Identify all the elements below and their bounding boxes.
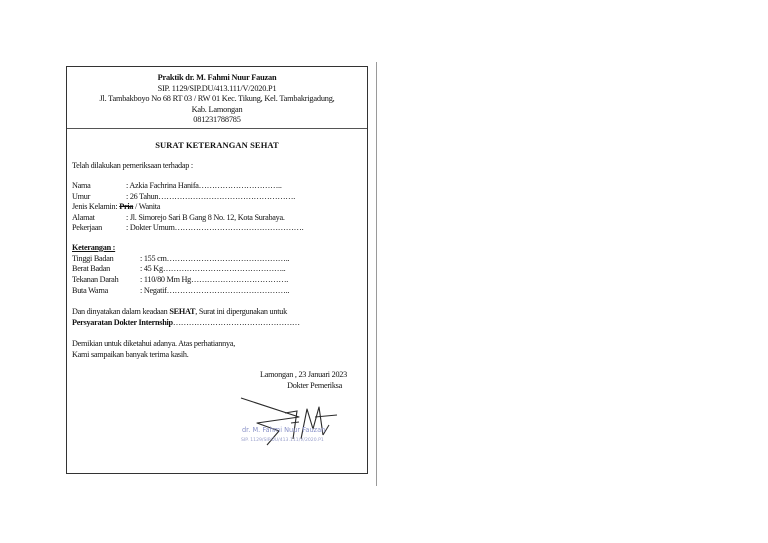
exam-value: : 45 Kg……………………………………….. [140,264,286,273]
health-certificate-document [66,66,368,474]
patient-label: Nama [72,181,91,190]
letterhead-divider [67,128,367,129]
patient-value: : Jl. Simorejo Sari B Gang 8 No. 12, Kota Surabaya. [126,212,285,222]
patient-value: : Dokter Umum…………………………………………. [126,223,304,232]
patient-label: Umur [72,191,91,201]
exam-value: : 110/80 Mm Hg………………………………. [140,274,289,284]
exam-value: : 155 cm……………………………………….. [140,253,290,263]
statement-line2 [72,318,300,327]
handwritten-signature [239,395,357,455]
patient-value-prefix: : [115,202,120,211]
exam-row [72,264,285,273]
exam-row [72,254,289,263]
exam-label: Tekanan Darah [72,274,119,284]
exam-value: : Negatif……………………………………….. [140,286,290,295]
patient-row [72,223,303,232]
signer-role: Dokter Pemeriksa [287,380,342,390]
clinic-sip: SIP. 1129/SIP.DU/413.111/V/2020.P1 [157,83,277,93]
keterangan-heading: Keterangan : [72,243,116,252]
statement-healthy: SEHAT [169,307,196,316]
exam-row [72,286,289,295]
patient-row [72,213,285,222]
exam-label: Berat Badan [72,264,110,273]
exam-row [72,275,288,284]
doctor-stamp-name: dr. M. Fahmi Nuur Fauzan [242,426,326,434]
patient-label: Jenis Kelamin [72,202,116,211]
document-title: SURAT KETERANGAN SEHAT [155,140,279,150]
statement-dots: ………………………………………… [172,318,300,327]
statement-purpose: Persyaratan Dokter Internship [72,318,173,327]
exam-label: Buta Warna [72,286,109,295]
statement-line1 [72,307,287,316]
patient-row [72,202,160,211]
clinic-address-line1: Jl. Tambakboyo No 68 RT 03 / RW 01 Kec. Tikung, Kel. Tambakrigadung, [99,94,335,104]
doctor-stamp-sip: SIP. 1129/SIP.DU/413.111/V/2020.P1 [241,438,324,443]
patient-label: Alamat [72,212,95,222]
patient-value: : 26 Tahun……………………………………………. [126,191,295,201]
gender-struck-option: Pria [119,202,134,211]
clinic-phone: 081231788785 [193,115,241,125]
patient-label: Pekerjaan [72,223,103,232]
clinic-address-line2: Kab. Lamongan [191,104,243,114]
clinic-name: Praktik dr. M. Fahmi Nuur Fauzan [157,73,277,82]
statement-text: , Surat ini dipergunakan untuk [195,307,287,316]
patient-row [72,181,282,190]
statement-text: Dan dinyatakan dalam keadaan [72,307,170,316]
intro-text: Telah dilakukan pemeriksaan terhadap : [72,161,193,170]
gender-selected-option: / Wanita [133,202,161,211]
closing-line1: Demikian untuk diketahui adanya. Atas perhatiannya, [72,339,236,348]
letterhead [67,67,367,126]
exam-label: Tinggi Badan [72,253,114,263]
place-date: Lamongan , 23 Januari 2023 [260,370,347,379]
patient-value: : Azkia Fachrina Hanifa………………………….. [126,181,282,190]
closing-line2: Kami sampaikan banyak terima kasih. [72,349,189,359]
patient-row [72,192,295,201]
page-edge-line [376,62,377,486]
